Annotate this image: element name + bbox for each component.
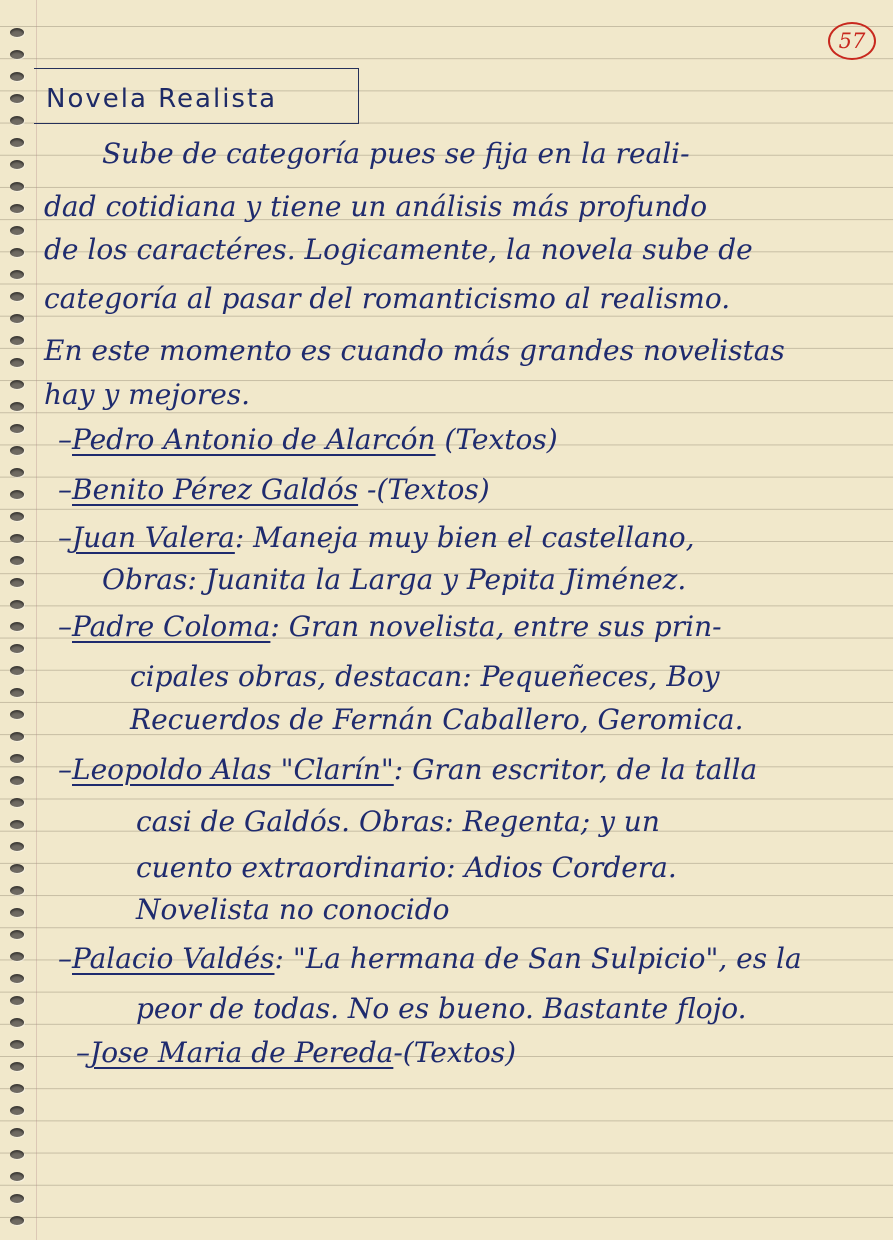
binding-hole <box>10 820 24 829</box>
page-number-stamp <box>828 22 876 60</box>
binding-hole <box>10 754 24 763</box>
author-entry: –Juan Valera: Maneja muy bien el castellano, <box>58 521 695 554</box>
binding-hole <box>10 930 24 939</box>
binding-hole <box>10 864 24 873</box>
binding-hole <box>10 358 24 367</box>
author-detail: cuento extraordinario: Adios Cordera. <box>136 851 677 884</box>
author-note: : Maneja muy bien el castellano, <box>234 521 695 554</box>
author-detail: Novelista no conocido <box>136 893 450 926</box>
margin-line <box>36 0 37 1240</box>
intro-line: dad cotidiana y tiene un análisis más profundo <box>44 190 708 223</box>
author-name: Padre Coloma <box>72 610 271 643</box>
author-note: -(Textos) <box>393 1036 516 1069</box>
binding-hole <box>10 94 24 103</box>
author-name: Pedro Antonio de Alarcón <box>72 423 436 456</box>
binding-hole <box>10 666 24 675</box>
author-note: : Gran escritor, de la talla <box>393 753 758 786</box>
binding-hole <box>10 798 24 807</box>
author-entry: –Jose Maria de Pereda-(Textos) <box>76 1036 516 1069</box>
binding-hole <box>10 622 24 631</box>
binding-hole <box>10 292 24 301</box>
binding-hole <box>10 952 24 961</box>
binding-hole <box>10 468 24 477</box>
author-note: -(Textos) <box>358 473 490 506</box>
intro-line: Sube de categoría pues se fija en la reali- <box>102 137 690 170</box>
author-detail: Obras: Juanita la Larga y Pepita Jiménez. <box>102 563 687 596</box>
binding-hole <box>10 182 24 191</box>
author-detail: peor de todas. No es bueno. Bastante flojo. <box>136 992 747 1025</box>
binding-hole <box>10 138 24 147</box>
author-name: Benito Pérez Galdós <box>72 473 359 506</box>
binding-hole <box>10 204 24 213</box>
binding-hole <box>10 886 24 895</box>
binding-hole <box>10 1216 24 1225</box>
binding-hole <box>10 1128 24 1137</box>
intro-line: categoría al pasar del romanticismo al realismo. <box>44 282 731 315</box>
binding-hole <box>10 1106 24 1115</box>
binding-hole <box>10 996 24 1005</box>
author-entry: –Benito Pérez Galdós -(Textos) <box>58 473 490 506</box>
binding-hole <box>10 1194 24 1203</box>
author-entry: –Leopoldo Alas "Clarín": Gran escritor, de la talla <box>58 753 758 786</box>
binding-hole <box>10 974 24 983</box>
intro-line: de los caractéres. Logicamente, la novela sube de <box>44 233 753 266</box>
author-name: Leopoldo Alas "Clarín" <box>72 753 394 786</box>
binding-hole <box>10 512 24 521</box>
binding-hole <box>10 314 24 323</box>
author-note: : "La hermana de San Sulpicio", es la <box>274 942 802 975</box>
binding-hole <box>10 600 24 609</box>
binding-hole <box>10 1084 24 1093</box>
binding-hole <box>10 424 24 433</box>
binding-hole <box>10 556 24 565</box>
binding-hole <box>10 270 24 279</box>
binding-hole <box>10 116 24 125</box>
binding-hole <box>10 534 24 543</box>
author-entry: –Pedro Antonio de Alarcón (Textos) <box>58 423 558 456</box>
binding-hole <box>10 578 24 587</box>
binding-hole <box>10 688 24 697</box>
binding-hole <box>10 490 24 499</box>
author-detail: Recuerdos de Fernán Caballero, Geromica. <box>130 703 744 736</box>
author-detail: casi de Galdós. Obras: Regenta; y un <box>136 805 660 838</box>
binding-hole <box>10 336 24 345</box>
binding-hole <box>10 248 24 257</box>
spiral-holes <box>0 0 34 1240</box>
binding-hole <box>10 776 24 785</box>
author-name: Palacio Valdés <box>72 942 275 975</box>
binding-hole <box>10 226 24 235</box>
binding-hole <box>10 644 24 653</box>
author-detail: cipales obras, destacan: Pequeñeces, Boy <box>130 660 720 693</box>
author-note: (Textos) <box>435 423 558 456</box>
binding-hole <box>10 842 24 851</box>
binding-hole <box>10 1062 24 1071</box>
binding-hole <box>10 1172 24 1181</box>
binding-hole <box>10 908 24 917</box>
intro-line: En este momento es cuando más grandes novelistas <box>44 334 785 367</box>
binding-hole <box>10 160 24 169</box>
author-entry: –Padre Coloma: Gran novelista, entre sus prin- <box>58 610 722 643</box>
binding-hole <box>10 1040 24 1049</box>
binding-hole <box>10 50 24 59</box>
binding-hole <box>10 1018 24 1027</box>
binding-hole <box>10 710 24 719</box>
author-note: : Gran novelista, entre sus prin- <box>270 610 722 643</box>
binding-hole <box>10 732 24 741</box>
binding-hole <box>10 402 24 411</box>
binding-hole <box>10 446 24 455</box>
binding-hole <box>10 28 24 37</box>
binding-hole <box>10 72 24 81</box>
binding-hole <box>10 1150 24 1159</box>
author-entry: –Palacio Valdés: "La hermana de San Sulpicio", es la <box>58 942 802 975</box>
author-name: Jose Maria de Pereda <box>90 1036 394 1069</box>
page-number: 57 <box>838 29 866 53</box>
intro-line: hay y mejores. <box>44 378 251 411</box>
page-title: Novela Realista <box>46 84 278 114</box>
author-name: Juan Valera <box>72 521 235 554</box>
binding-hole <box>10 380 24 389</box>
